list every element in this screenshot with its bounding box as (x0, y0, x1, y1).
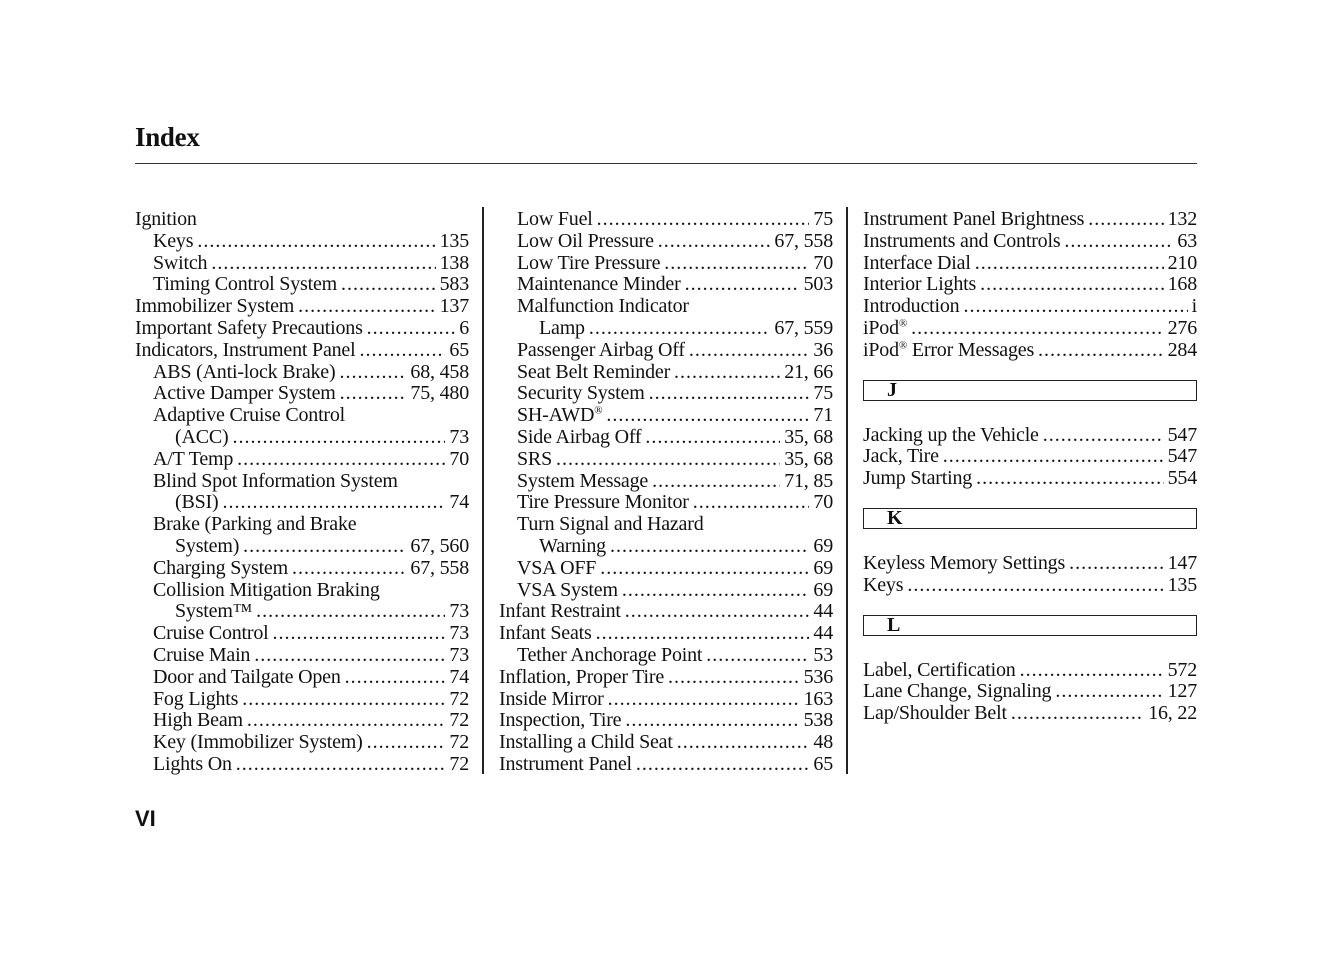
index-entry-page: 67, 558 (410, 557, 469, 579)
index-entry (135, 601, 469, 623)
dot-leader (292, 558, 406, 580)
index-entry-text: Keys (863, 574, 904, 596)
dot-leader (943, 446, 1164, 468)
index-entry-text: Lamp (539, 317, 585, 339)
dot-leader (211, 253, 435, 275)
dot-leader (610, 536, 809, 558)
index-entry-page: 35, 68 (784, 448, 833, 470)
index-entry-text: Maintenance Minder (517, 274, 681, 296)
index-entry-text: Jump Starting (863, 468, 973, 490)
dot-leader (963, 296, 1187, 318)
index-entry (499, 405, 833, 427)
index-entry (863, 681, 1197, 703)
index-entry-page: 547 (1167, 446, 1197, 468)
section-letter-l: L (863, 615, 1197, 636)
index-entry-page: 53 (813, 644, 833, 666)
index-entry (135, 449, 469, 471)
index-entry (499, 492, 833, 514)
index-entry-page: 73 (449, 426, 469, 448)
dot-leader (243, 536, 406, 558)
index-entry-page: 6 (459, 317, 469, 339)
index-entry-text: Active Damper System (153, 383, 336, 405)
index-entry-text: A/T Temp (153, 448, 234, 470)
index-entry-page: 547 (1167, 424, 1197, 446)
index-entry-page: 69 (813, 535, 833, 557)
index-entry (863, 446, 1197, 468)
index-entry-text: Immobilizer System (135, 296, 295, 318)
index-entry-page: 75 (813, 383, 833, 405)
index-entry (135, 732, 469, 754)
index-entry-page: 147 (1167, 552, 1197, 574)
dot-leader (556, 449, 780, 471)
title-rule (135, 163, 1197, 164)
index-entry-text: Lane Change, Signaling (863, 681, 1052, 703)
index-entry-page: 72 (449, 688, 469, 710)
index-entry (499, 667, 833, 689)
index-entry-text: Brake (Parking and Brake (153, 514, 357, 536)
index-entry-text: Inspection, Tire (499, 710, 622, 732)
index-entry-text: System) (175, 535, 240, 557)
dot-leader (645, 427, 780, 449)
index-entry-text: Instrument Panel Brightness (863, 209, 1085, 230)
index-entry-text: Interface Dial (863, 252, 971, 274)
index-entry (499, 383, 833, 405)
index-entry-text: Switch (153, 252, 208, 274)
index-entry-page: 70 (813, 252, 833, 274)
registered-mark: ® (594, 405, 603, 417)
index-entry (499, 732, 833, 754)
index-entry-text: Timing Control System (153, 274, 337, 296)
index-entry-text: Blind Spot Information System (153, 470, 398, 492)
index-column-2 (499, 209, 833, 776)
index-entry (135, 209, 469, 231)
index-entry-text: High Beam (153, 710, 243, 732)
index-entry-text: Malfunction Indicator (517, 296, 689, 318)
dot-leader (706, 645, 809, 667)
index-entry-page: 503 (803, 274, 833, 296)
index-entry (499, 580, 833, 602)
index-entry (135, 340, 469, 362)
index-entry (499, 253, 833, 275)
index-entry-page: 132 (1167, 209, 1197, 230)
index-entry (499, 754, 833, 776)
dot-leader (608, 689, 800, 711)
index-entry (499, 362, 833, 384)
spacer (863, 490, 1197, 508)
index-entry-text: Keys (153, 230, 194, 252)
index-entry-text: Introduction (863, 296, 960, 318)
index-entry-page: 63 (1177, 230, 1197, 252)
index-entry-text: Tire Pressure Monitor (517, 492, 689, 514)
index-entry-page: 538 (803, 710, 833, 732)
index-entry-text: iPod® Error Messages (863, 339, 1035, 361)
index-entry-text: Door and Tailgate Open (153, 666, 341, 688)
index-entry-text: ABS (Anti-lock Brake) (153, 361, 336, 383)
index-entry-page: 44 (813, 601, 833, 623)
index-entry-text: SRS (517, 448, 552, 470)
index-entry-page: 138 (439, 252, 469, 274)
index-entry (499, 449, 833, 471)
index-entry (135, 645, 469, 667)
index-entry (135, 689, 469, 711)
dot-leader (625, 601, 810, 623)
index-entry-text: Jacking up the Vehicle (863, 424, 1039, 446)
dot-leader (976, 468, 1164, 490)
index-entry (863, 660, 1197, 682)
index-entry-text: Infant Restraint (499, 601, 621, 623)
index-column-3 (863, 209, 1197, 725)
index-entry (863, 318, 1197, 340)
dot-leader (236, 754, 446, 776)
index-entry-page: 36 (813, 339, 833, 361)
dot-leader (677, 732, 810, 754)
dot-leader (232, 427, 445, 449)
index-entry-text: Cruise Control (153, 623, 269, 645)
page-number: VI (135, 806, 156, 831)
dot-leader (911, 318, 1164, 340)
dot-leader (668, 667, 800, 689)
index-entry (499, 471, 833, 493)
dot-leader (907, 575, 1163, 597)
dot-leader (693, 492, 810, 514)
index-entry-page: 71, 85 (784, 470, 833, 492)
dot-leader (1069, 553, 1164, 575)
index-entry-page: 21, 66 (784, 361, 833, 383)
index-entry (863, 425, 1197, 447)
index-entry (863, 296, 1197, 318)
index-entry-page: 583 (439, 274, 469, 296)
index-entry-text: Security System (517, 383, 645, 405)
index-entry-page: 127 (1167, 681, 1197, 703)
dot-leader (597, 209, 810, 231)
index-entry-text: Instrument Panel (499, 753, 632, 775)
index-entry-page: 75, 480 (410, 383, 469, 405)
index-entry-text: Tether Anchorage Point (517, 644, 703, 666)
index-entry-text: Collision Mitigation Braking (153, 579, 380, 601)
index-entry-text: Label, Certification (863, 659, 1016, 681)
index-entry (135, 623, 469, 645)
index-entry-text: Passenger Airbag Off (517, 339, 685, 361)
spacer (863, 529, 1197, 553)
index-entry-page: 72 (449, 710, 469, 732)
index-entry (499, 514, 833, 536)
index-entry-text: Instruments and Controls (863, 230, 1061, 252)
index-entry-text: Seat Belt Reminder (517, 361, 671, 383)
index-entry-page: 68, 458 (410, 361, 469, 383)
index-entry-text: System™ (175, 601, 253, 623)
index-entry-text: VSA System (517, 579, 618, 601)
index-entry-page: 572 (1167, 659, 1197, 681)
index-entry-text: Fog Lights (153, 688, 239, 710)
index-entry-page: 168 (1167, 274, 1197, 296)
index-entry-text: SH-AWD® (517, 405, 603, 427)
index-entry (863, 553, 1197, 575)
index-entry-page: 73 (449, 644, 469, 666)
dot-leader (685, 274, 800, 296)
index-entry-page: 67, 559 (774, 317, 833, 339)
index-entry-text: Interior Lights (863, 274, 977, 296)
index-entry-text: Inflation, Proper Tire (499, 666, 665, 688)
dot-leader (222, 492, 445, 514)
dot-leader (254, 645, 445, 667)
index-entry-text: Warning (539, 535, 606, 557)
index-entry-text: Turn Signal and Hazard (517, 514, 704, 536)
index-entry (135, 492, 469, 514)
index-entry-page: i (1191, 296, 1197, 318)
index-entry (135, 558, 469, 580)
index-column-1 (135, 209, 469, 776)
index-entry-page: 284 (1167, 339, 1197, 361)
dot-leader (242, 689, 445, 711)
index-entry-text: Important Safety Precautions (135, 317, 363, 339)
index-entry-text: VSA OFF (517, 557, 597, 579)
index-entry (499, 601, 833, 623)
index-entry (135, 296, 469, 318)
spacer (863, 636, 1197, 660)
index-entry (135, 362, 469, 384)
index-entry (863, 274, 1197, 296)
index-entry (499, 318, 833, 340)
index-entry-text: Lights On (153, 753, 232, 775)
index-entry (499, 710, 833, 732)
index-entry-page: 67, 558 (774, 230, 833, 252)
column-divider (482, 207, 484, 774)
index-entry (135, 536, 469, 558)
section-letter-k: K (863, 508, 1197, 529)
index-entry-text: Installing a Child Seat (499, 732, 673, 754)
index-entry (499, 231, 833, 253)
index-entry (135, 405, 469, 427)
index-entry (499, 296, 833, 318)
index-entry (863, 468, 1197, 490)
index-entry-text: iPod® (863, 317, 908, 339)
section-letter-j: J (863, 380, 1197, 401)
index-entry-text: (ACC) (175, 426, 229, 448)
index-entry-page: 137 (439, 296, 469, 318)
index-entry-page: 210 (1167, 252, 1197, 274)
index-entry (499, 536, 833, 558)
index-entry-page: 44 (813, 623, 833, 645)
index-entry (135, 710, 469, 732)
index-entry (135, 754, 469, 776)
index-entry-page: 72 (449, 732, 469, 754)
index-entry (135, 231, 469, 253)
dot-leader (1020, 660, 1164, 682)
dot-leader (1064, 231, 1173, 253)
index-entry-page: 135 (439, 230, 469, 252)
dot-leader (345, 667, 446, 689)
dot-leader (1011, 703, 1144, 725)
dot-leader (341, 274, 436, 296)
index-entry (135, 514, 469, 536)
dot-leader (273, 623, 446, 645)
dot-leader (596, 623, 810, 645)
index-entry-text: Indicators, Instrument Panel (135, 339, 356, 361)
dot-leader (367, 318, 456, 340)
index-entry-page: 65 (813, 753, 833, 775)
dot-leader (658, 231, 771, 253)
index-entry (863, 575, 1197, 597)
dot-leader (340, 383, 407, 405)
dot-leader (197, 231, 435, 253)
index-entry (135, 274, 469, 296)
index-entry-page: 69 (813, 557, 833, 579)
index-entry-page: 70 (813, 492, 833, 514)
index-entry-page: 35, 68 (784, 426, 833, 448)
index-entry (499, 427, 833, 449)
index-entry (135, 580, 469, 602)
index-entry-text: Charging System (153, 557, 288, 579)
index-entry (135, 383, 469, 405)
index-entry-text: Jack, Tire (863, 446, 939, 468)
index-entry (499, 645, 833, 667)
dot-leader (649, 383, 810, 405)
index-entry-text: Cruise Main (153, 644, 251, 666)
spacer (863, 362, 1197, 380)
dot-leader (652, 471, 780, 493)
registered-mark: ® (898, 317, 908, 330)
dot-leader (339, 362, 406, 384)
registered-mark: ® (898, 339, 908, 352)
index-entry (863, 340, 1197, 362)
index-entry-page: 276 (1167, 317, 1197, 339)
dot-leader (359, 340, 445, 362)
index-entry (499, 209, 833, 231)
index-entry-page: 67, 560 (410, 535, 469, 557)
dot-leader (622, 580, 810, 602)
index-entry-text: Lap/Shoulder Belt (863, 703, 1007, 725)
dot-leader (1088, 209, 1163, 231)
dot-leader (589, 318, 771, 340)
index-entry (499, 623, 833, 645)
index-entry-text: Low Fuel (517, 209, 593, 230)
page-title: Index (135, 122, 200, 152)
dot-leader (625, 710, 799, 732)
spacer (863, 401, 1197, 425)
index-entry-page: 554 (1167, 468, 1197, 490)
index-entry (863, 209, 1197, 231)
index-entry-page: 163 (803, 688, 833, 710)
column-divider (846, 207, 848, 774)
index-entry-text: Infant Seats (499, 623, 592, 645)
index-entry-page: 73 (449, 623, 469, 645)
index-entry-text: Adaptive Cruise Control (153, 405, 346, 427)
index-entry-text: Side Airbag Off (517, 426, 642, 448)
index-entry-page: 73 (449, 601, 469, 623)
index-entry-text: Key (Immobilizer System) (153, 732, 363, 754)
index-entry-page: 75 (813, 209, 833, 230)
index-entry (863, 253, 1197, 275)
index-entry-page: 72 (449, 753, 469, 775)
index-entry-page: 71 (813, 405, 833, 427)
dot-leader (247, 710, 446, 732)
index-entry-page: 69 (813, 579, 833, 601)
dot-leader (298, 296, 435, 318)
index-entry (499, 689, 833, 711)
dot-leader (256, 601, 445, 623)
index-entry (135, 471, 469, 493)
index-entry (135, 427, 469, 449)
dot-leader (980, 274, 1164, 296)
index-entry-text: Keyless Memory Settings (863, 552, 1066, 574)
index-entry-text: Inside Mirror (499, 688, 604, 710)
index-entry-text: (BSI) (175, 492, 219, 514)
index-entry (135, 253, 469, 275)
index-entry (499, 274, 833, 296)
index-entry (499, 340, 833, 362)
index-entry-page: 74 (449, 666, 469, 688)
index-entry-page: 70 (449, 448, 469, 470)
spacer (863, 597, 1197, 615)
dot-leader (636, 754, 810, 776)
dot-leader (237, 449, 445, 471)
index-entry-text: Low Oil Pressure (517, 230, 654, 252)
dot-leader (606, 405, 809, 427)
index-entry (863, 703, 1197, 725)
dot-leader (367, 732, 446, 754)
index-entry (135, 667, 469, 689)
dot-leader (600, 558, 809, 580)
dot-leader (689, 340, 810, 362)
index-entry-page: 16, 22 (1148, 703, 1197, 725)
dot-leader (1055, 681, 1163, 703)
index-entry-page: 135 (1167, 574, 1197, 596)
index-entry-page: 65 (449, 339, 469, 361)
index-entry (863, 231, 1197, 253)
dot-leader (1038, 340, 1164, 362)
index-entry-page: 536 (803, 666, 833, 688)
dot-leader (664, 253, 809, 275)
index-entry (135, 318, 469, 340)
index-entry-page: 74 (449, 492, 469, 514)
index-entry (499, 558, 833, 580)
index-entry-text: System Message (517, 470, 649, 492)
dot-leader (1043, 425, 1164, 447)
index-entry-page: 48 (813, 732, 833, 754)
index-entry-text: Ignition (135, 209, 197, 230)
dot-leader (975, 253, 1164, 275)
dot-leader (674, 362, 780, 384)
index-entry-text: Low Tire Pressure (517, 252, 661, 274)
